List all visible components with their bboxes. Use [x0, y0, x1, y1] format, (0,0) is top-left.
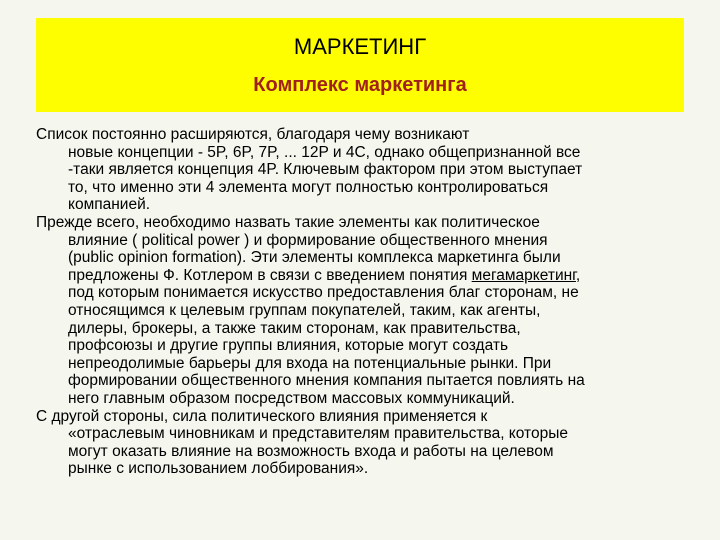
text-line: формировании общественного мнения компания пытается повлиять на	[68, 372, 585, 390]
megamarketing-link[interactable]: мегамаркетинг	[471, 266, 576, 284]
text-line: то, что именно эти 4 элемента могут полностью контролироваться	[68, 178, 549, 196]
text-fragment: ,	[575, 266, 581, 284]
text-line: него главным образом посредством массовых коммуникаций.	[68, 389, 515, 407]
text-line: предложены Ф. Котлером в связи с введением понятия	[68, 266, 472, 284]
text-line: компанией.	[68, 196, 151, 214]
text-line: влияние ( political power ) и формирование общественного мнения	[68, 231, 548, 249]
text-line: (public opinion formation). Эти элементы комплекса маркетинга были	[68, 249, 561, 267]
text-line: рынке с использованием лоббирования».	[68, 460, 369, 478]
text-line: могут оказать влияние на возможность входа и работы на целевом	[68, 442, 554, 460]
text-line: новые концепции - 5P, 6P, 7P, ... 12P и 4C, однако общепризнанной все	[68, 143, 581, 161]
slide-subtitle: Комплекс маркетинга	[253, 74, 467, 96]
text-line: под которым понимается искусство предоставления благ сторонам, не	[68, 284, 579, 302]
paragraph-1	[36, 126, 686, 214]
slide-body	[36, 126, 686, 478]
text-line: дилеры, брокеры, а также таким сторонам, как правительства,	[68, 319, 521, 337]
paragraph-3	[36, 408, 686, 478]
text-line: относящимся к целевым группам покупателей, таким, как агенты,	[68, 301, 541, 319]
paragraph-2	[36, 214, 686, 408]
slide-title: МАРКЕТИНГ	[293, 34, 427, 59]
text-line: Список постоянно расширяются, благодаря чему возникают	[36, 126, 470, 143]
text-line: Прежде всего, необходимо назвать такие элементы как политическое	[36, 213, 540, 231]
text-line: профсоюзы и другие группы влияния, которые могут создать	[68, 337, 509, 355]
text-line: -таки является концепция 4P. Ключевым фактором при этом выступает	[68, 161, 583, 179]
title-banner	[36, 18, 684, 112]
text-line: «отраслевым чиновникам и представителям правительства, которые	[68, 425, 568, 443]
text-line: непреодолимые барьеры для входа на потенциальные рынки. При	[68, 354, 552, 372]
text-line: С другой стороны, сила политического влияния применяется к	[36, 407, 488, 425]
